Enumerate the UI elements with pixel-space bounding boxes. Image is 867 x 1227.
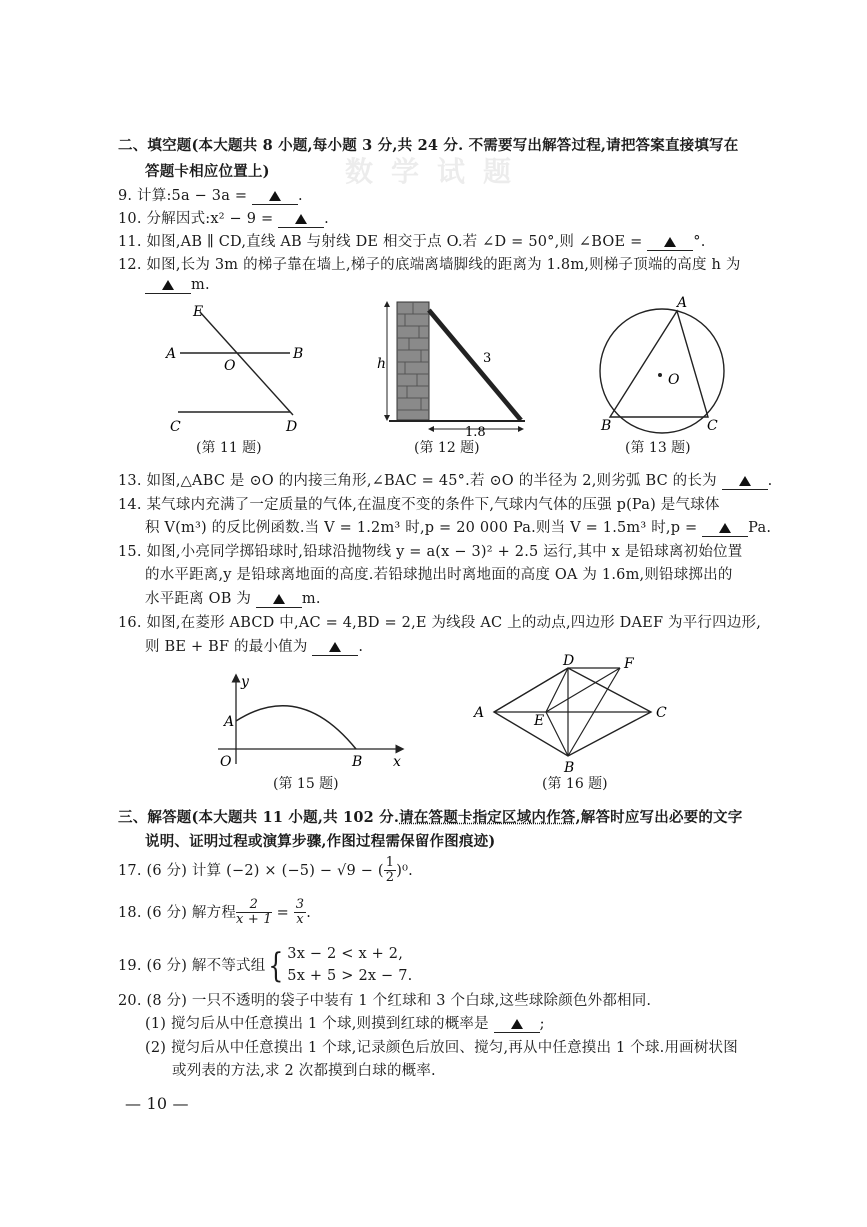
figure-13 — [593, 296, 743, 438]
question-10 — [118, 207, 329, 228]
answer-triangle-icon — [162, 280, 174, 290]
section3-heading-part3: ,解答时应写出必要的文字 — [575, 809, 743, 826]
fig15-label-O: O — [220, 754, 232, 770]
q18-end: . — [306, 904, 312, 921]
question-14-line1: 14. 某气球内充满了一定质量的气体,在温度不变的条件下,气球内气体的压强 p(Pa) 是气球体 — [118, 497, 720, 513]
fig13-circle — [600, 309, 724, 433]
question-15-line1: 15. 如图,小亮同学掷铅球时,铅球沿抛物线 y = a(x − 3)² + 2.5 运行,其中 x 是铅球离初始位置 — [118, 544, 743, 560]
question-20-line1: 20. (8 分) 一只不透明的袋子中装有 1 个红球和 3 个白球,这些球除颜色外都相同. — [118, 993, 652, 1009]
figure-15 — [210, 672, 410, 772]
fig13-label-C: C — [707, 418, 718, 434]
q9-text: 9. 计算:5a − 3a = — [118, 188, 248, 204]
fig13-caption: (第 13 题) — [625, 440, 691, 456]
q17-denominator: 2 — [385, 870, 395, 886]
q13-end: . — [767, 473, 773, 489]
q14-answer-blank — [702, 521, 748, 537]
figure-12 — [375, 296, 535, 438]
fig11-label-C: C — [170, 419, 181, 435]
fig15-label-x: x — [393, 754, 401, 770]
fig13-label-B: B — [601, 418, 612, 434]
q15-end: m. — [301, 591, 321, 607]
q11-answer-blank — [647, 235, 693, 251]
fig12-wall — [397, 302, 429, 420]
figure-11 — [160, 300, 320, 440]
fig15-label-A: A — [224, 714, 235, 730]
fig15-label-B: B — [352, 754, 363, 770]
q15-answer-blank — [256, 592, 302, 608]
fig11-caption: (第 11 题) — [196, 440, 262, 456]
q18-fraction-left — [236, 898, 272, 928]
question-17 — [118, 856, 413, 886]
section3-heading-line2: 说明、证明过程或演算步骤,作图过程需保留作图痕迹) — [145, 833, 496, 850]
q17-fraction — [384, 856, 396, 886]
fig11-label-D: D — [286, 419, 298, 435]
section2-heading-line1: 二、填空题(本大题共 8 小题,每小题 3 分,共 24 分. 不需要写出解答过程,请把答案直接填写在 — [118, 137, 739, 154]
q18-numerator-left: 2 — [236, 898, 272, 913]
fig13-center — [658, 373, 662, 377]
fig16-label-D: D — [563, 653, 575, 669]
question-13 — [118, 469, 772, 490]
fig13-label-O: O — [668, 372, 680, 388]
q10-answer-blank — [278, 212, 324, 228]
fig12-label-1.8: 1.8 — [465, 425, 486, 438]
answer-triangle-icon — [719, 523, 731, 533]
fig16-label-E: E — [534, 713, 545, 729]
fig16-label-C: C — [656, 705, 667, 721]
figure-16 — [466, 652, 686, 774]
fig16-label-F: F — [624, 656, 634, 672]
answer-triangle-icon — [273, 594, 285, 604]
question-15-line2: 的水平距离,y 是铅球离地面的高度.若铅球抛出时离地面的高度 OA 为 1.6m,则铅球掷出的 — [145, 567, 733, 583]
q16-text: 则 BE + BF 的最小值为 — [145, 639, 308, 655]
fig15-parabola — [236, 706, 356, 749]
question-15-line3 — [145, 587, 321, 608]
q18-numerator-right: 3 — [295, 897, 305, 912]
q15-text: 水平距离 OB 为 — [145, 591, 252, 607]
q20-part1-end: ; — [539, 1016, 545, 1032]
fig15-caption: (第 15 题) — [273, 776, 339, 792]
q17-numerator: 1 — [385, 855, 395, 870]
section3-heading-line1 — [118, 806, 742, 827]
answer-triangle-icon — [664, 237, 676, 247]
fig13-triangle — [610, 311, 708, 417]
section3-heading-emphasis: 请在答题卡指定区域内作答 — [399, 809, 576, 826]
q12-end: m. — [191, 277, 210, 293]
q16-answer-blank — [312, 640, 358, 656]
section2-heading-line2: 答题卡相应位置上) — [145, 163, 270, 180]
page-number: — 10 — — [125, 1094, 189, 1113]
q10-text: 10. 分解因式:x² − 9 = — [118, 211, 274, 227]
answer-triangle-icon — [295, 214, 307, 224]
answer-triangle-icon — [739, 476, 751, 486]
q19-inequality-1: 3x − 2 < x + 2, — [287, 946, 404, 962]
q9-answer-blank — [252, 189, 298, 205]
answer-triangle-icon — [269, 191, 281, 201]
q18-text: 18. (6 分) 解方程 — [118, 904, 237, 921]
question-20-part1 — [145, 1012, 545, 1033]
question-11 — [118, 230, 706, 251]
q11-end: °. — [693, 234, 706, 250]
section3-heading-part1: 三、解答题(本大题共 11 小题,共 102 分. — [118, 809, 400, 826]
q18-denominator-right: x — [296, 912, 304, 928]
question-12-line2 — [145, 277, 210, 294]
fig15-label-y: y — [241, 674, 249, 690]
answer-triangle-icon — [329, 642, 341, 652]
answer-triangle-icon — [511, 1019, 523, 1029]
q16-end: . — [358, 639, 364, 655]
q19-brace: { — [268, 945, 285, 986]
fig16-label-A: A — [474, 705, 485, 721]
q20-part1-text: (1) 搅匀后从中任意摸出 1 个球,则摸到红球的概率是 — [145, 1016, 489, 1032]
q14-text: 积 V(m³) 的反比例函数.当 V = 1.2m³ 时,p = 20 000 Pa.则当 V = 1.5m³ 时,p = — [145, 520, 698, 536]
q10-end: . — [324, 211, 329, 227]
fig12-label-3: 3 — [483, 351, 492, 366]
question-16-line1: 16. 如图,在菱形 ABCD 中,AC = 4,BD = 2,E 为线段 AC 上的动点,四边形 DAEF 为平行四边形, — [118, 615, 762, 631]
fig11-label-A: A — [166, 346, 177, 362]
q19-system — [287, 944, 412, 988]
fig12-caption: (第 12 题) — [414, 440, 480, 456]
fig11-label-E: E — [193, 304, 204, 320]
question-16-line2 — [145, 635, 363, 656]
q20-answer-blank — [494, 1017, 540, 1033]
fig16-caption: (第 16 题) — [542, 776, 608, 792]
bleed-through-title: 数学试题 — [345, 155, 530, 188]
q18-fraction-right — [294, 898, 306, 928]
question-9 — [118, 184, 303, 205]
fig16-label-B: B — [564, 760, 575, 774]
question-19 — [118, 944, 412, 988]
q17-end: )⁰. — [396, 862, 413, 879]
q17-text: 17. (6 分) 计算 (−2) × (−5) − √9 − ( — [118, 862, 384, 879]
q18-denominator-left: x + 1 — [236, 912, 272, 928]
q11-text: 11. 如图,AB ∥ CD,直线 AB 与射线 DE 相交于点 O.若 ∠D = 50°,则 ∠BOE = — [118, 234, 643, 250]
question-12-line1: 12. 如图,长为 3m 的梯子靠在墙上,梯子的底端离墙脚线的距离为 1.8m,则梯子顶端的高度 h 为 — [118, 257, 741, 273]
question-14-line2 — [145, 516, 771, 537]
q13-answer-blank — [722, 474, 768, 490]
fig12-ladder — [429, 310, 521, 420]
q18-equals: = — [276, 904, 289, 921]
question-18 — [118, 898, 311, 928]
q9-end: . — [298, 188, 303, 204]
fig11-label-B: B — [293, 346, 304, 362]
q12-answer-blank — [145, 278, 191, 294]
q19-inequality-2: 5x + 5 > 2x − 7. — [287, 967, 413, 984]
fig11-label-O: O — [224, 358, 236, 374]
q19-text: 19. (6 分) 解不等式组 — [118, 957, 266, 974]
fig13-label-A: A — [677, 296, 688, 311]
question-20-part2-line1: (2) 搅匀后从中任意摸出 1 个球,记录颜色后放回、搅匀,再从中任意摸出 1 个球.用画树状图 — [145, 1040, 738, 1056]
question-20-part2-line2: 或列表的方法,求 2 次都摸到白球的概率. — [172, 1063, 436, 1079]
q13-text: 13. 如图,△ABC 是 ⊙O 的内接三角形,∠BAC = 45°.若 ⊙O 的半径为 2,则劣弧 BC 的长为 — [118, 473, 717, 489]
q14-end: Pa. — [748, 520, 772, 536]
fig11-ray-DE — [200, 312, 293, 415]
fig12-label-h: h — [377, 356, 387, 372]
